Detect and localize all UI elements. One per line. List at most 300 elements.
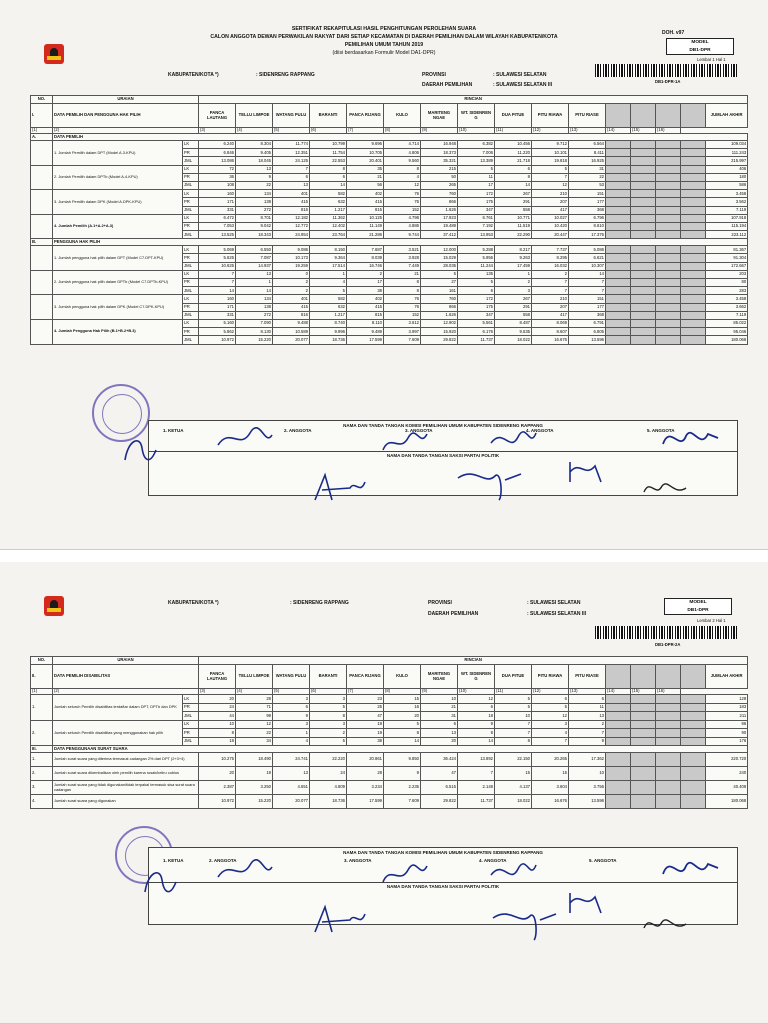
blank-cell bbox=[631, 165, 656, 173]
kpu-logo-icon bbox=[44, 596, 64, 616]
value-cell: 17.376 bbox=[569, 231, 606, 239]
value-cell: 9.696 bbox=[347, 141, 384, 149]
value-cell: 10.771 bbox=[495, 214, 532, 222]
value-cell: 1 bbox=[495, 270, 532, 278]
section-code: I. bbox=[31, 104, 53, 128]
blank-cell bbox=[606, 279, 631, 287]
signature-anggota-3-icon bbox=[380, 428, 430, 458]
value-cell: 207 bbox=[532, 303, 569, 311]
value-cell: 6.550 bbox=[236, 246, 273, 254]
value-cell: 99 bbox=[236, 712, 273, 721]
value-cell: 160 bbox=[199, 295, 236, 303]
value-cell: 13 bbox=[569, 712, 606, 721]
group-b-no bbox=[31, 246, 53, 271]
value-cell: 16.925 bbox=[569, 157, 606, 165]
value-cell: 10.101 bbox=[532, 149, 569, 157]
blank-cell bbox=[681, 303, 706, 311]
value-cell: 4.651 bbox=[273, 781, 310, 795]
value-cell: 9.535 bbox=[495, 328, 532, 336]
value-cell: 4.714 bbox=[384, 141, 421, 149]
blank-cell bbox=[606, 311, 631, 319]
index-cell: (11) bbox=[495, 128, 532, 134]
value-cell: 558 bbox=[495, 206, 532, 214]
value-cell: 7.090 bbox=[236, 319, 273, 327]
value-cell: 401 bbox=[273, 190, 310, 198]
blank-cell bbox=[656, 214, 681, 222]
value-cell: 6 bbox=[569, 695, 606, 704]
blank-cell bbox=[631, 157, 656, 165]
model-code: DB1-DPR bbox=[687, 608, 709, 613]
blank-cell bbox=[656, 753, 681, 767]
index-cell: (4) bbox=[236, 128, 273, 134]
index-cell: (13) bbox=[569, 128, 606, 134]
total-cell: 91.304 bbox=[706, 254, 748, 262]
value-cell: 0 bbox=[273, 270, 310, 278]
blank-cell bbox=[656, 165, 681, 173]
signature-ketua-icon bbox=[120, 430, 160, 470]
blank-cell bbox=[656, 729, 681, 738]
blank-cell bbox=[656, 206, 681, 214]
district-header-2: TELLU LIMPOE bbox=[236, 665, 273, 689]
district-header-9: DUA PITUE bbox=[495, 104, 532, 128]
value-cell: 37.412 bbox=[421, 231, 458, 239]
value-cell: 11.149 bbox=[347, 222, 384, 230]
value-cell: 11 bbox=[569, 703, 606, 712]
value-cell: 2.148 bbox=[458, 781, 495, 795]
value-cell: 5.956 bbox=[458, 254, 495, 262]
value-cell: 13 bbox=[236, 270, 273, 278]
ballot-no: 3. bbox=[31, 781, 53, 795]
value-cell: 12 bbox=[458, 695, 495, 704]
value-cell: 402 bbox=[347, 295, 384, 303]
value-cell: 13.596 bbox=[569, 336, 606, 344]
gender-cell: PR bbox=[183, 279, 199, 287]
district-header-6: KULO bbox=[384, 104, 421, 128]
value-cell: 7.053 bbox=[199, 222, 236, 230]
blank-cell bbox=[631, 181, 656, 189]
value-cell: 23 bbox=[347, 695, 384, 704]
value-cell: 6 bbox=[458, 703, 495, 712]
value-cell: 8.304 bbox=[236, 141, 273, 149]
value-cell: 291 bbox=[495, 303, 532, 311]
value-cell: 760 bbox=[421, 190, 458, 198]
rekap-table-2 bbox=[30, 656, 748, 809]
value-cell: 5.069 bbox=[199, 246, 236, 254]
blank-cell bbox=[681, 753, 706, 767]
value-cell: 210 bbox=[532, 295, 569, 303]
value-cell: 12 bbox=[236, 720, 273, 729]
value-cell: 6 bbox=[458, 287, 495, 295]
value-cell: 267 bbox=[495, 295, 532, 303]
saksi-signature-title: NAMA DAN TANDA TANGAN SAKSI PARTAI POLITIK bbox=[386, 884, 500, 889]
value-cell: 9.488 bbox=[273, 319, 310, 327]
value-cell: 9.712 bbox=[532, 141, 569, 149]
value-cell: 8.487 bbox=[495, 319, 532, 327]
kabupaten-label: KABUPATEN/KOTA *) bbox=[168, 600, 219, 606]
blank-cell bbox=[631, 214, 656, 222]
section-title: DATA PEMILIH DISABILITAS bbox=[53, 665, 199, 689]
blank-cell bbox=[681, 703, 706, 712]
value-cell: 9 bbox=[236, 173, 273, 181]
value-cell: 14.937 bbox=[236, 262, 273, 270]
blank-cell bbox=[631, 246, 656, 254]
group-b-no bbox=[31, 270, 53, 295]
value-cell: 13.953 bbox=[458, 231, 495, 239]
district-header-8: WT. SIDENREN G bbox=[458, 104, 495, 128]
blank-cell bbox=[681, 254, 706, 262]
value-cell: 22 bbox=[236, 729, 273, 738]
role-anggota-4: 4. ANGGOTA bbox=[479, 858, 507, 863]
blank-cell bbox=[656, 190, 681, 198]
value-cell: 401 bbox=[273, 295, 310, 303]
total-cell: 86 bbox=[706, 720, 748, 729]
ballot-no: 1. bbox=[31, 753, 53, 767]
value-cell: 368 bbox=[569, 206, 606, 214]
disability-no: 2. bbox=[31, 720, 53, 746]
blank-cell bbox=[681, 181, 706, 189]
value-cell: 18.736 bbox=[310, 795, 347, 809]
value-cell: 9.560 bbox=[384, 157, 421, 165]
provinsi-label: PROVINSI bbox=[422, 72, 446, 78]
model-label: MODEL bbox=[689, 600, 707, 605]
value-cell: 22.150 bbox=[495, 753, 532, 767]
value-cell: 171 bbox=[199, 303, 236, 311]
value-cell: 7 bbox=[199, 270, 236, 278]
group-b-label: 2. Jumlah pengguna hak pilih dalam DPTb (Model C7.DPTb-KPU) bbox=[53, 270, 183, 295]
group-a-no bbox=[31, 165, 53, 190]
blank-cell bbox=[681, 729, 706, 738]
value-cell: 17 bbox=[347, 279, 384, 287]
value-cell: 415 bbox=[273, 198, 310, 206]
value-cell: 134 bbox=[236, 190, 273, 198]
blank-cell bbox=[656, 287, 681, 295]
table-row bbox=[31, 319, 748, 327]
section-title: DATA PEMILIH DAN PENGGUNA HAK PILIH bbox=[53, 104, 199, 128]
index-cell: (3) bbox=[199, 128, 236, 134]
index-cell: (3) bbox=[199, 689, 236, 695]
value-cell: 21.286 bbox=[347, 231, 384, 239]
value-cell: 20 bbox=[421, 737, 458, 746]
total-cell: 172.667 bbox=[706, 262, 748, 270]
group-a-label: 4. Jumlah Pemilih (A.1+A.2+A.3) bbox=[53, 214, 183, 239]
value-cell: 272 bbox=[236, 206, 273, 214]
value-cell: 9 bbox=[569, 737, 606, 746]
value-cell: 19 bbox=[347, 729, 384, 738]
value-cell: 13.525 bbox=[199, 231, 236, 239]
value-cell: 4 bbox=[384, 173, 421, 181]
value-cell: 3.234 bbox=[347, 781, 384, 795]
value-cell: 20.077 bbox=[273, 336, 310, 344]
ballot-no: 2. bbox=[31, 767, 53, 781]
blank-cell bbox=[656, 222, 681, 230]
value-cell: 28 bbox=[347, 767, 384, 781]
value-cell: 417 bbox=[532, 311, 569, 319]
value-cell: 36.424 bbox=[421, 753, 458, 767]
table-row bbox=[31, 781, 748, 795]
value-cell: 17.599 bbox=[347, 795, 384, 809]
value-cell: 7 bbox=[532, 737, 569, 746]
value-cell: 11 bbox=[458, 173, 495, 181]
index-cell: (14) bbox=[606, 689, 631, 695]
group-b-label: 4. Jumlah Pengguna Hak Pilih (B.1+B.2+B.3) bbox=[53, 319, 183, 344]
value-cell: 5 bbox=[495, 703, 532, 712]
index-cell: (9) bbox=[421, 128, 458, 134]
value-cell: 10.420 bbox=[532, 222, 569, 230]
value-cell: 7 bbox=[199, 279, 236, 287]
value-cell: 12.402 bbox=[310, 222, 347, 230]
value-cell: 11.244 bbox=[458, 262, 495, 270]
role-anggota-5: 5. ANGGOTA bbox=[647, 428, 675, 433]
value-cell: 14 bbox=[495, 181, 532, 189]
value-cell: 7.687 bbox=[347, 246, 384, 254]
blank-cell bbox=[606, 214, 631, 222]
value-cell: 8 bbox=[310, 165, 347, 173]
disability-label: Jumlah seluruh Pemilih disabilitas yang menggunakan hak pilih bbox=[53, 720, 183, 746]
value-cell: 11.519 bbox=[495, 222, 532, 230]
value-cell: 3 bbox=[495, 287, 532, 295]
value-cell: 16 bbox=[384, 703, 421, 712]
gender-cell: LK bbox=[183, 295, 199, 303]
kpu-signature-title: NAMA DAN TANDA TANGAN KOMISI PEMILIHAN UMUM KABUPATEN SIDENRENG RAPPANG bbox=[343, 850, 543, 855]
blank-cell bbox=[606, 206, 631, 214]
value-cell: 7.737 bbox=[532, 246, 569, 254]
barcode-icon bbox=[595, 626, 737, 639]
model-code: DB1-DPR bbox=[689, 48, 711, 53]
value-cell: 172 bbox=[458, 295, 495, 303]
value-cell: 8.110 bbox=[347, 319, 384, 327]
blank-cell bbox=[656, 181, 681, 189]
value-cell: 24.741 bbox=[273, 753, 310, 767]
index-cell: (7) bbox=[347, 128, 384, 134]
value-cell: 28.035 bbox=[421, 262, 458, 270]
value-cell: 9.744 bbox=[384, 231, 421, 239]
value-cell: 331 bbox=[199, 206, 236, 214]
value-cell: 3.604 bbox=[532, 781, 569, 795]
value-cell: 11.737 bbox=[458, 795, 495, 809]
blank-column-header bbox=[656, 665, 681, 689]
value-cell: 7 bbox=[532, 279, 569, 287]
model-box bbox=[664, 598, 732, 615]
value-cell: 76 bbox=[384, 303, 421, 311]
value-cell: 8.150 bbox=[310, 246, 347, 254]
signature-saksi-1-icon bbox=[310, 902, 370, 942]
blank-cell bbox=[681, 149, 706, 157]
value-cell: 10.173 bbox=[273, 254, 310, 262]
value-cell: 18.736 bbox=[310, 336, 347, 344]
value-cell: 15 bbox=[532, 767, 569, 781]
value-cell: 9 bbox=[458, 720, 495, 729]
total-cell: 211 bbox=[706, 712, 748, 721]
group-a-no bbox=[31, 214, 53, 239]
value-cell: 6 bbox=[421, 720, 458, 729]
total-cell: 95.046 bbox=[706, 328, 748, 336]
value-cell: 815 bbox=[347, 206, 384, 214]
value-cell: 15 bbox=[495, 767, 532, 781]
blank-cell bbox=[606, 781, 631, 795]
dapil-value: : SULAWESI SELATAN III bbox=[527, 611, 586, 617]
index-cell: (13) bbox=[569, 689, 606, 695]
value-cell: 135 bbox=[458, 270, 495, 278]
blank-cell bbox=[631, 279, 656, 287]
value-cell: 816 bbox=[273, 311, 310, 319]
value-cell: 7 bbox=[458, 767, 495, 781]
district-header-4: BARANTI bbox=[310, 104, 347, 128]
value-cell: 6 bbox=[310, 173, 347, 181]
signature-anggota-4-icon bbox=[488, 425, 538, 455]
value-cell: 18 bbox=[199, 737, 236, 746]
value-cell: 8 bbox=[384, 287, 421, 295]
blank-cell bbox=[681, 737, 706, 746]
value-cell: 4.798 bbox=[384, 214, 421, 222]
blank-cell bbox=[656, 311, 681, 319]
value-cell: 9.850 bbox=[384, 753, 421, 767]
header-no: NO. bbox=[31, 96, 53, 104]
value-cell: 13.892 bbox=[458, 753, 495, 767]
value-cell: 16.676 bbox=[532, 795, 569, 809]
value-cell: 24.125 bbox=[273, 157, 310, 165]
value-cell: 14 bbox=[458, 737, 495, 746]
value-cell: 22 bbox=[569, 173, 606, 181]
total-cell: 176 bbox=[706, 737, 748, 746]
blank-cell bbox=[656, 319, 681, 327]
value-cell: 3.250 bbox=[236, 781, 273, 795]
value-cell: 265 bbox=[421, 181, 458, 189]
value-cell: 12 bbox=[532, 712, 569, 721]
value-cell: 11.362 bbox=[310, 214, 347, 222]
value-cell: 13 bbox=[273, 181, 310, 189]
index-cell: (8) bbox=[384, 128, 421, 134]
value-cell: 415 bbox=[347, 303, 384, 311]
total-cell: 183 bbox=[706, 703, 748, 712]
value-cell: 6.791 bbox=[569, 319, 606, 327]
value-cell: 76 bbox=[384, 190, 421, 198]
value-cell: 5 bbox=[310, 703, 347, 712]
value-cell: 3.612 bbox=[384, 319, 421, 327]
kabupaten-value: : SIDENRENG RAPPANG bbox=[290, 600, 349, 606]
value-cell: 24.954 bbox=[273, 231, 310, 239]
blank-cell bbox=[606, 303, 631, 311]
blank-cell bbox=[606, 149, 631, 157]
index-cell: (8) bbox=[384, 689, 421, 695]
signature-saksi-2-icon bbox=[455, 466, 525, 502]
title-line-4: (diisi berdasarkan Formulir Model DA1-DPR) bbox=[332, 50, 436, 56]
district-header-11: PITU RIASE bbox=[569, 665, 606, 689]
value-cell: 582 bbox=[310, 295, 347, 303]
header-rincian: RINCIAN bbox=[199, 657, 748, 665]
blank-cell bbox=[606, 165, 631, 173]
value-cell: 175 bbox=[458, 303, 495, 311]
value-cell: 8.130 bbox=[236, 328, 273, 336]
blank-column-header bbox=[631, 104, 656, 128]
signature-saksi-4-icon bbox=[640, 474, 690, 504]
district-header-3: WATANG PULU bbox=[273, 665, 310, 689]
value-cell: 20.401 bbox=[347, 157, 384, 165]
value-cell: 3.521 bbox=[384, 246, 421, 254]
section-code: II. bbox=[31, 665, 53, 689]
value-cell: 1.217 bbox=[310, 311, 347, 319]
value-cell: 10.125 bbox=[347, 214, 384, 222]
blank-cell bbox=[681, 214, 706, 222]
value-cell: 6 bbox=[273, 703, 310, 712]
value-cell: 31 bbox=[569, 165, 606, 173]
signature-saksi-3-icon bbox=[565, 456, 605, 486]
value-cell: 17.459 bbox=[495, 262, 532, 270]
blank-cell bbox=[606, 198, 631, 206]
value-cell: 18.045 bbox=[236, 157, 273, 165]
value-cell: 5.862 bbox=[199, 328, 236, 336]
district-header-9: DUA PITUE bbox=[495, 665, 532, 689]
gender-cell: LK bbox=[183, 695, 199, 704]
value-cell: 9.996 bbox=[310, 328, 347, 336]
total-cell: 109.034 bbox=[706, 141, 748, 149]
gender-cell: PR bbox=[183, 254, 199, 262]
blank-cell bbox=[631, 781, 656, 795]
gender-cell: LK bbox=[183, 246, 199, 254]
district-header-5: PANCA RIJANG bbox=[347, 665, 384, 689]
index-cell: (10) bbox=[458, 128, 495, 134]
value-cell: 16.676 bbox=[532, 336, 569, 344]
value-cell: 16.948 bbox=[421, 141, 458, 149]
blank-cell bbox=[681, 262, 706, 270]
blank-cell bbox=[606, 712, 631, 721]
provinsi-label: PROVINSI bbox=[428, 600, 452, 606]
value-cell: 291 bbox=[495, 198, 532, 206]
ballot-label: Jumlah surat suara yang tidak digunakan/tidak terpakai termasuk sisa surat suara cadangan bbox=[53, 781, 199, 795]
table-row bbox=[31, 270, 748, 278]
value-cell: 20.077 bbox=[273, 795, 310, 809]
value-cell: 50 bbox=[421, 173, 458, 181]
index-cell: (15) bbox=[631, 689, 656, 695]
blank-cell bbox=[606, 231, 631, 239]
blank-cell bbox=[606, 703, 631, 712]
value-cell: 17.923 bbox=[421, 214, 458, 222]
value-cell: 8 bbox=[458, 729, 495, 738]
value-cell: 6.176 bbox=[458, 328, 495, 336]
value-cell: 13 bbox=[273, 767, 310, 781]
gender-cell: PR bbox=[183, 729, 199, 738]
value-cell: 15.220 bbox=[236, 795, 273, 809]
value-cell: 6.472 bbox=[199, 214, 236, 222]
value-cell: 25 bbox=[347, 703, 384, 712]
signature-anggota-2-icon bbox=[215, 425, 275, 455]
table-row bbox=[31, 214, 748, 222]
gender-cell: LK bbox=[183, 319, 199, 327]
blank-cell bbox=[681, 231, 706, 239]
district-header-3: WATANG PULU bbox=[273, 104, 310, 128]
model-box bbox=[666, 38, 734, 55]
blank-cell bbox=[681, 712, 706, 721]
blank-cell bbox=[606, 262, 631, 270]
value-cell: 12.772 bbox=[273, 222, 310, 230]
index-cell: (11) bbox=[495, 689, 532, 695]
title-line-3: PEMILIHAN UMUM TAHUN 2019 bbox=[344, 42, 424, 48]
value-cell: 7 bbox=[569, 287, 606, 295]
value-cell: 20 bbox=[199, 695, 236, 704]
value-cell: 20.265 bbox=[532, 753, 569, 767]
section-3-code: III. bbox=[31, 746, 53, 753]
value-cell: 2 bbox=[347, 270, 384, 278]
value-cell: 9 bbox=[384, 767, 421, 781]
blank-cell bbox=[631, 695, 656, 704]
sheet-number: Lembar 2 Hal 1 bbox=[697, 618, 726, 623]
blank-cell bbox=[631, 303, 656, 311]
value-cell: 558 bbox=[495, 311, 532, 319]
gender-cell: JML bbox=[183, 712, 199, 721]
dapil-label: DAERAH PEMILIHAN bbox=[422, 82, 473, 88]
value-cell: 21 bbox=[384, 270, 421, 278]
gender-cell: JML bbox=[183, 287, 199, 295]
blank-cell bbox=[631, 712, 656, 721]
